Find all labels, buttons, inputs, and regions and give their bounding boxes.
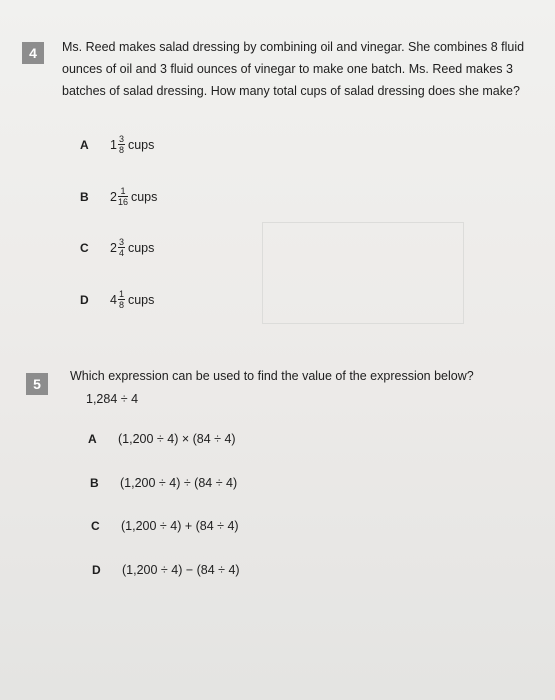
choice-unit: cups: [127, 137, 155, 152]
q5-choice-b[interactable]: [90, 476, 237, 490]
choice-letter: C: [80, 240, 89, 255]
q4-choice-d[interactable]: [80, 289, 154, 310]
fraction-numerator: 3: [118, 237, 124, 247]
choice-unit: cups: [127, 292, 155, 307]
bleed-through-box: [262, 222, 464, 324]
question-4-number: 4: [22, 42, 44, 64]
choice-whole: 4: [110, 292, 117, 307]
choice-unit: cups: [130, 189, 158, 204]
q4-choice-b[interactable]: [80, 186, 157, 207]
fraction-denominator: 8: [118, 300, 124, 310]
fraction-numerator: 1: [118, 289, 124, 299]
fraction-numerator: 3: [118, 134, 124, 144]
choice-letter: D: [92, 563, 101, 577]
q4-choice-c[interactable]: [80, 237, 154, 258]
choice-letter: D: [80, 292, 89, 307]
fraction-denominator: 8: [118, 145, 124, 155]
fraction-denominator: 16: [117, 197, 128, 207]
choice-letter: B: [90, 476, 99, 490]
fraction-numerator: 1: [120, 186, 126, 196]
question-5-expression: 1,284 ÷ 4: [86, 392, 139, 406]
choice-letter: C: [91, 519, 100, 533]
choice-letter: A: [80, 137, 89, 152]
choice-fraction: [118, 237, 125, 258]
choice-letter: B: [80, 189, 89, 204]
q5-choice-a[interactable]: [88, 432, 236, 446]
choice-fraction: [118, 134, 125, 155]
choice-whole: 1: [110, 137, 117, 152]
question-5-number: 5: [26, 373, 48, 395]
question-4-text: Ms. Reed makes salad dressing by combining oil and vinegar. She combines 8 fluid ounces of oil and 3 fluid ounces of vinegar to make one batch. Ms. Reed makes 3 batches of salad dressing. How many total cups of salad dressing does she make?: [62, 40, 525, 98]
choice-whole: 2: [110, 189, 117, 204]
choice-text: (1,200 ÷ 4) + (84 ÷ 4): [121, 519, 239, 533]
choice-whole: 2: [110, 240, 117, 255]
choice-text: (1,200 ÷ 4) ÷ (84 ÷ 4): [120, 476, 238, 490]
q5-choice-c[interactable]: [91, 519, 239, 533]
choice-unit: cups: [127, 240, 155, 255]
question-5-text: Which expression can be used to find the value of the expression below?: [70, 369, 474, 383]
choice-fraction: [118, 186, 128, 207]
choice-letter: A: [88, 432, 97, 446]
q4-choice-a[interactable]: [80, 134, 154, 155]
choice-text: (1,200 ÷ 4) × (84 ÷ 4): [118, 432, 236, 446]
choice-fraction: [118, 289, 125, 310]
fraction-denominator: 4: [118, 248, 124, 258]
choice-text: (1,200 ÷ 4) − (84 ÷ 4): [122, 563, 240, 577]
q5-choice-d[interactable]: [92, 563, 240, 577]
